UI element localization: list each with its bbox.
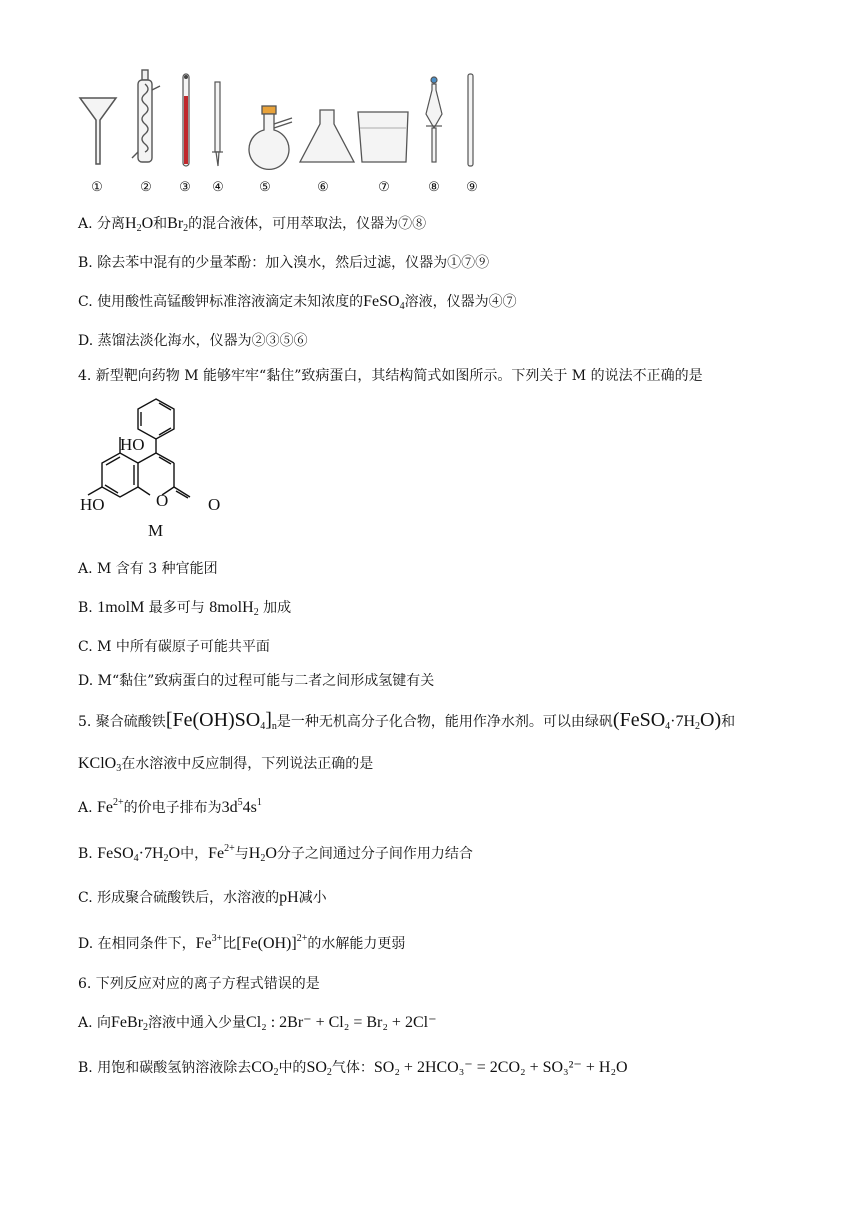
distillation-flask-icon bbox=[249, 106, 292, 169]
q4-option-c: C. M 中所有碳原子可能共平面 bbox=[78, 639, 270, 655]
glass-rod-icon bbox=[468, 74, 473, 166]
label-1: ① bbox=[91, 180, 103, 195]
label-3: ③ bbox=[179, 180, 191, 195]
q5-option-b: B. $FeSO_4\cdot 7H_2O$中，$Fe^{2+}$与$H_2O$分子之间通过分子间作用力结合 bbox=[78, 843, 473, 864]
q6-option-a: A. 向FeBr$_2$溶液中通入少量Cl₂ : 2Br⁻ + Cl₂ = Br₂ + 2Cl⁻ bbox=[78, 1014, 437, 1033]
label-7: ⑦ bbox=[378, 180, 390, 195]
conical-flask-icon bbox=[300, 110, 354, 162]
mol-name: M bbox=[148, 521, 164, 540]
beaker-icon bbox=[358, 112, 408, 162]
q4-option-a: A. M 含有 3 种官能团 bbox=[78, 561, 218, 577]
q5-stem-line1: 5. 聚合硫酸铁$[Fe(OH)SO_4]_n$是一种无机高分子化合物，能用作净水剂。可以由绿矾$(FeSO_4\cdot 7H_2O)$和 bbox=[78, 709, 736, 732]
mol-o-ring: O bbox=[156, 491, 169, 510]
apparatus-figure bbox=[70, 68, 490, 178]
label-6: ⑥ bbox=[317, 180, 329, 195]
thermometer-icon bbox=[183, 74, 189, 166]
label-2: ② bbox=[140, 180, 152, 195]
q5-option-d: D. 在相同条件下，$Fe^{3+}$比$[Fe(OH)]^{2+}$的水解能力更弱 bbox=[78, 933, 406, 952]
q5-option-c: C. 形成聚合硫酸铁后，水溶液的pH减小 bbox=[78, 889, 327, 906]
label-8: ⑧ bbox=[428, 180, 440, 195]
funnel-icon bbox=[80, 98, 116, 164]
condenser-icon bbox=[132, 70, 160, 162]
q5-option-a: A. $Fe^{2+}$的价电子排布为$3d^54s^1$ bbox=[78, 797, 262, 816]
q3-option-a: A. 分离$H_2O$和$Br_2$的混合液体，可用萃取法，仪器为⑦⑧ bbox=[78, 215, 427, 234]
q3-option-c: C. 使用酸性高锰酸钾标准溶液滴定未知浓度的FeSO$_4$溶液，仪器为④⑦ bbox=[78, 293, 517, 312]
mol-ho-bottom: HO bbox=[80, 495, 105, 514]
label-4: ④ bbox=[212, 180, 224, 195]
q3-option-d: D. 蒸馏法淡化海水，仪器为②③⑤⑥ bbox=[78, 333, 308, 349]
separatory-funnel-icon bbox=[426, 77, 442, 162]
label-9: ⑨ bbox=[466, 180, 478, 195]
q6-option-b: B. 用饱和碳酸氢钠溶液除去$CO_2$中的$SO_2$气体：SO₂ + 2HCO₃⁻ = 2CO₂ + SO₃²⁻ + H₂O bbox=[78, 1059, 628, 1078]
molecule-m-structure bbox=[74, 395, 244, 545]
q6-stem: 6. 下列反应对应的离子方程式错误的是 bbox=[78, 976, 320, 992]
burette-icon bbox=[212, 82, 223, 166]
q4-stem: 4. 新型靶向药物 M 能够牢牢“黏住”致病蛋白，其结构简式如图所示。下列关于 M 的说法不正确的是 bbox=[78, 368, 703, 384]
q4-option-b: B. 1molM 最多可与 8molH$_2$ 加成 bbox=[78, 599, 292, 618]
mol-o-carbonyl: O bbox=[208, 495, 221, 514]
label-5: ⑤ bbox=[259, 180, 271, 195]
q3-option-b: B. 除去苯中混有的少量苯酚：加入溴水，然后过滤，仪器为①⑦⑨ bbox=[78, 255, 490, 271]
q4-option-d: D. M“黏住”致病蛋白的过程可能与二者之间形成氢键有关 bbox=[78, 673, 435, 689]
mol-ho-top: HO bbox=[120, 435, 145, 454]
q5-stem-line2: KClO$_3$在水溶液中反应制得，下列说法正确的是 bbox=[78, 755, 374, 774]
